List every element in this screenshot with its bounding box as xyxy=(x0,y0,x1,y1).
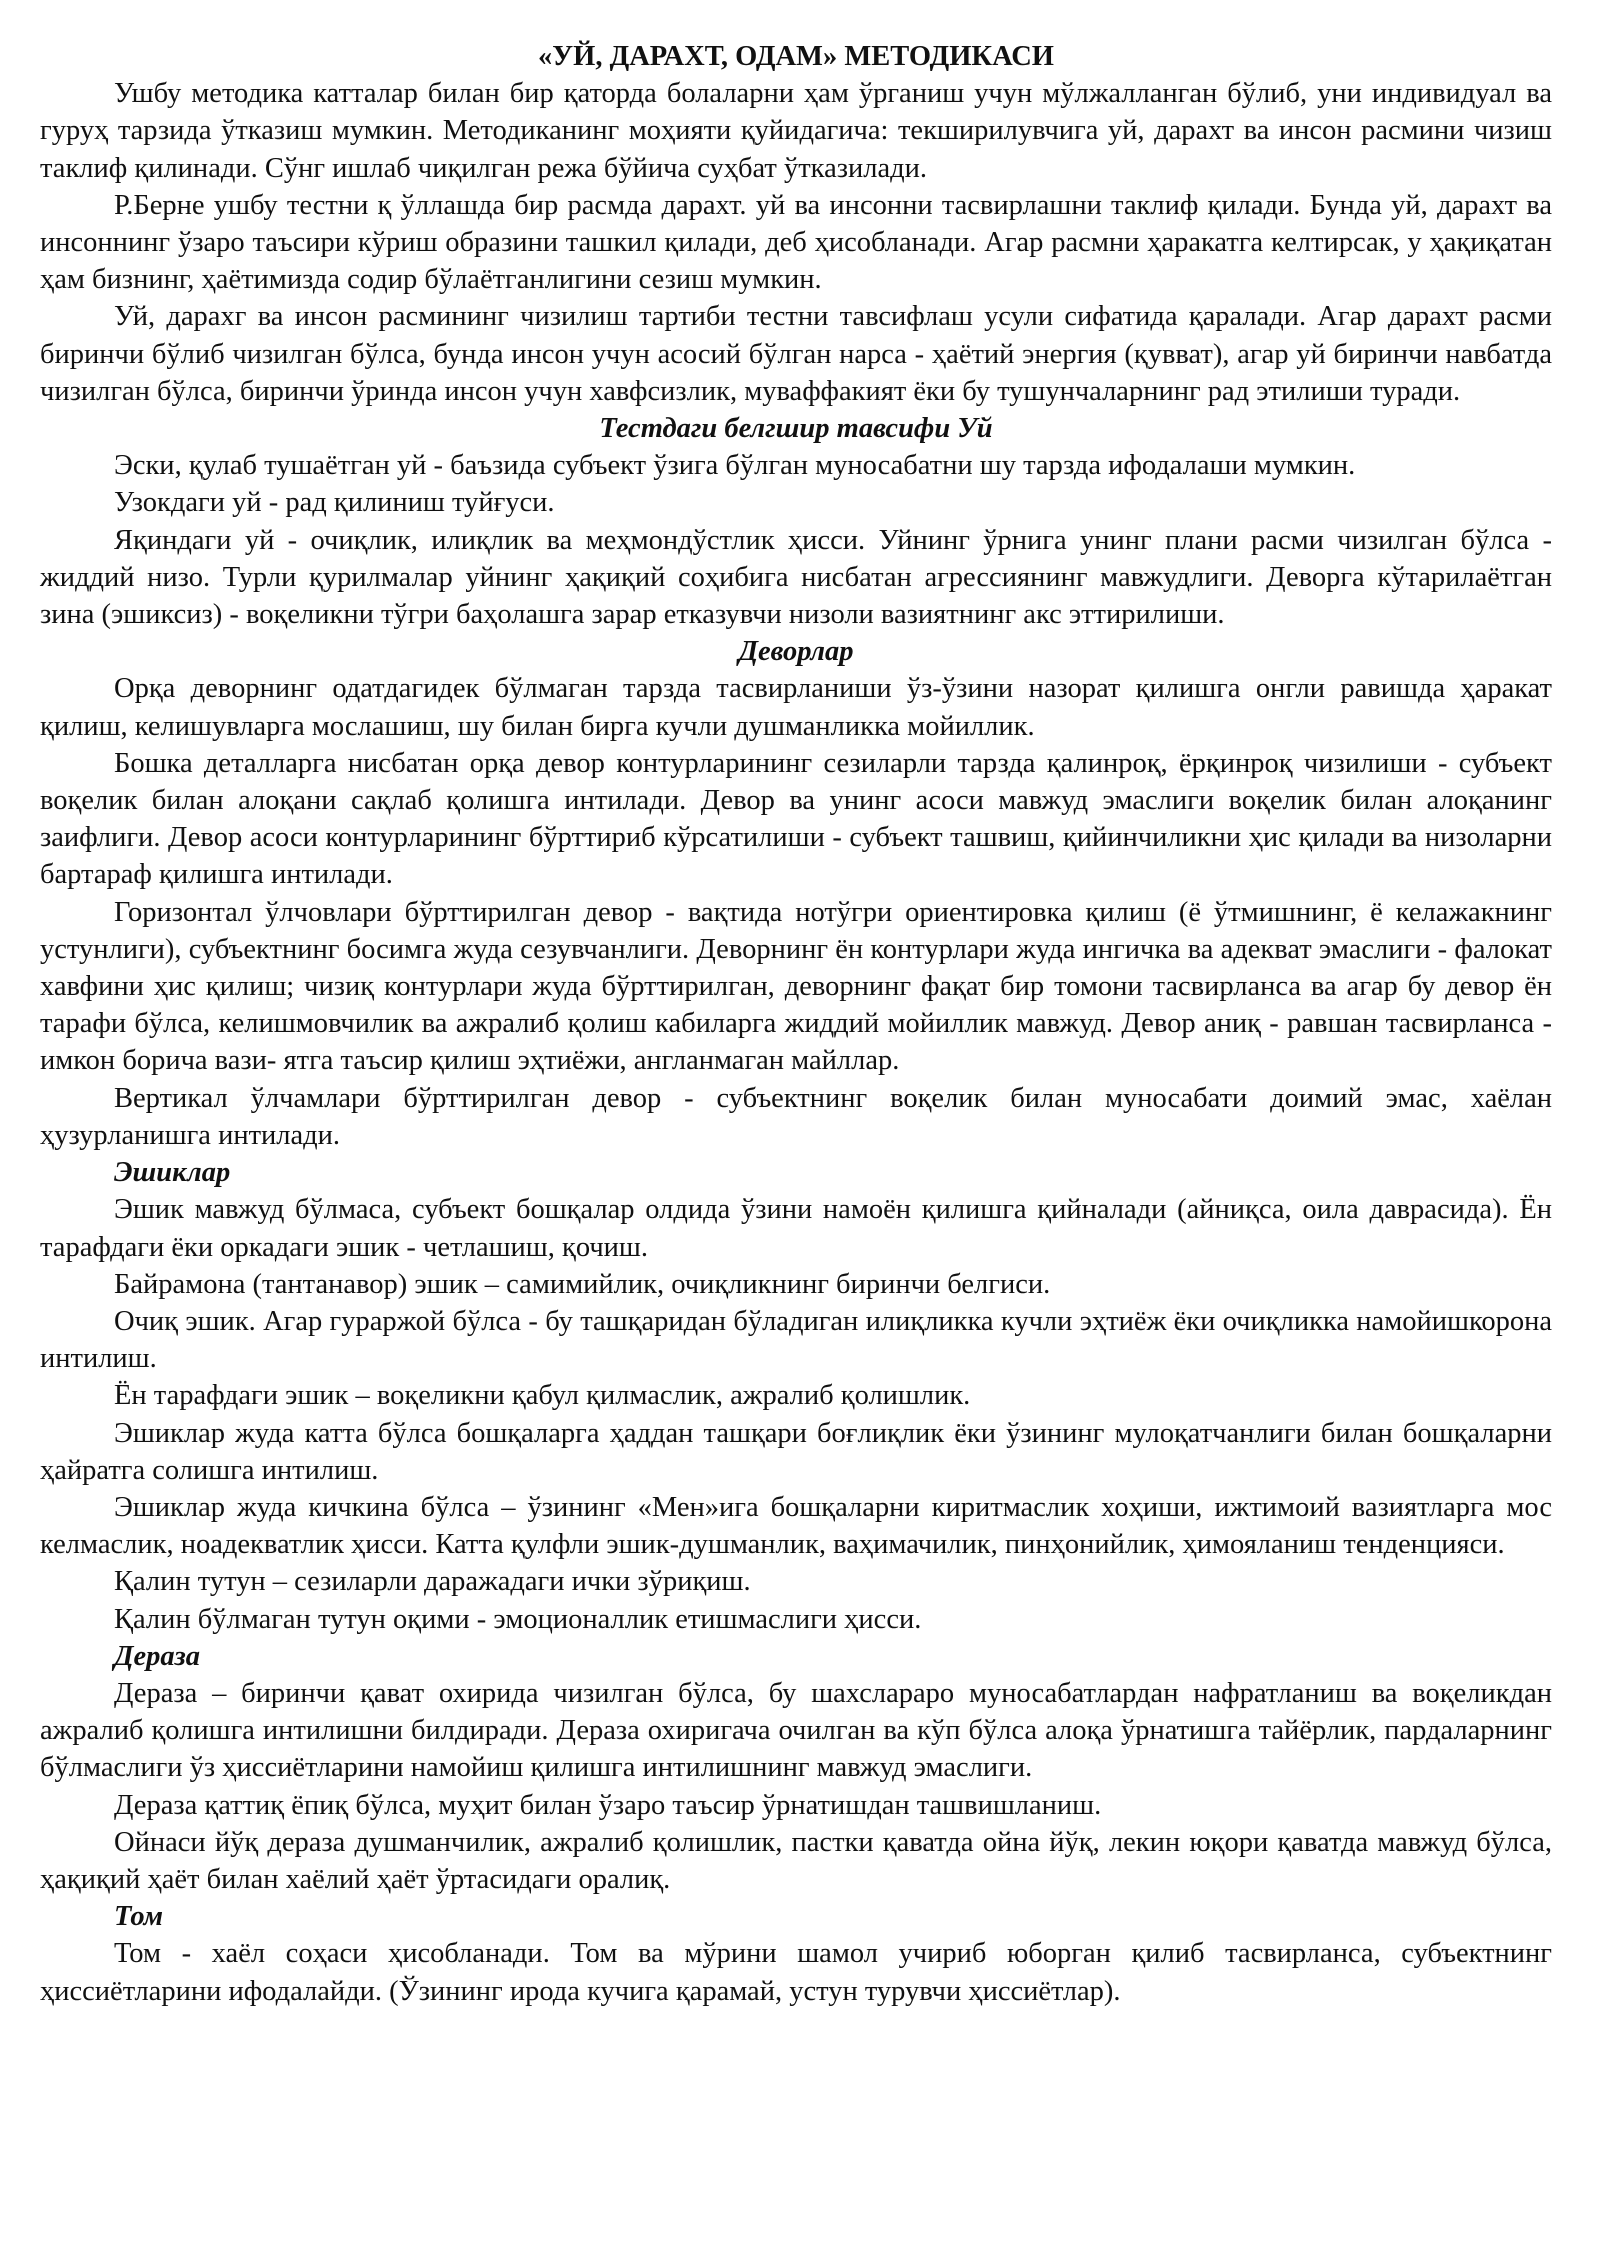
paragraph: Узокдаги уй - рад қилиниш туйғуси. xyxy=(114,487,555,519)
paragraph: Горизонтал ўлчовлари бўрттирилган девор - вақтида нотўгри ориентировка қилиш (ё ўтмишнинг, ё келажакнинг устунлиги), субъектнинг босимга жуда сезувчанлиги. Деворнинг ён контурлари жуда ингичка ва адекват эмаслиги - фалокат хавфини ҳис қилиш; чизиқ контурлари жуда бўрттирилган, деворнинг фақат бир томони тасвирланса ва агар бу девор ён тарафи бўлса, келишмовчилик ва ажралиб қолиш кабиларга жиддий мойиллик мавжуд. Девор аниқ - равшан тасвирланса - имкон борича вази- ятга таъсир қилиш эҳтиёжи, англанмаган майллар. xyxy=(40,896,1552,1077)
paragraph: Дераза қаттиқ ёпиқ бўлса, муҳит билан ўзаро таъсир ўрнатишдан ташвишланиш. xyxy=(114,1789,1102,1821)
paragraph: Уй, дарахг ва инсон расмининг чизилиш тартиби тестни тавсифлаш усули сифатида қаралади. Агар дарахт расми биринчи бўлиб чизилган бўлса, бунда инсон учун асосий бўлган нарса - ҳаётий энергия (қувват), агар уй биринчи навбатда чизилган бўлса, биринчи ўринда инсон учун хавфсизлик, муваффакият ёки бу тушунчаларнинг рад этилиши туради. xyxy=(40,301,1552,407)
paragraph: Том - хаёл соҳаси ҳисобланади. Том ва мўрини шамол учириб юборган қилиб тасвирланса, субъектнинг ҳиссиётларини ифодалайди. (Ўзининг ирода кучига қарамай, устун турувчи ҳиссиётлар). xyxy=(40,1938,1552,2007)
roof-section xyxy=(40,1898,1552,2010)
paragraph: Эшик мавжуд бўлмаса, субъект бошқалар олдида ўзини намоён қилишга қийналади (айниқса, оила даврасида). Ён тарафдаги ёки оркадаги эшик - четлашиш, қочиш. xyxy=(40,1194,1552,1263)
paragraph: Байрамона (тантанавор) эшик – самимийлик, очиқликнинг биринчи белгиси. xyxy=(114,1268,1051,1300)
paragraph: Очиқ эшик. Агар гураржой бўлса - бу ташқаридан бўладиган илиқликка кучли эҳтиёж ёки очиқликка намойишкорона интилиш. xyxy=(40,1305,1552,1375)
section-heading-roof: Том xyxy=(114,1901,164,1933)
walls-section xyxy=(40,633,1552,1154)
paragraph: Бошка деталларга нисбатан орқа девор контурларининг сезиларли тарзда қалинроқ, ёрқинроқ чизилиши - субъект воқелик билан алоқани сақлаб қолишга интилади. Девор ва унинг асоси мавжуд эмаслиги воқелик билан алоқанинг заифлиги. Девор асоси контурларининг бўрттириб кўрсатилиши - субъект ташвиш, қийинчиликни ҳис қилади ва низоларни бартараф қилишга интилади. xyxy=(40,747,1552,891)
paragraph: Ойнаси йўқ дераза душманчилик, ажралиб қолишлик, пастки қаватда ойна йўқ, лекин юқори қаватда мавжуд бўлса, ҳақиқий ҳаёт билан хаёлий ҳаёт ўртасидаги оралиқ. xyxy=(40,1826,1552,1895)
doors-section xyxy=(40,1154,1552,1638)
window-section xyxy=(40,1638,1552,1898)
paragraph: Орқа деворнинг одатдагидек бўлмаган тарзда тасвирланиши ўз-ўзини назорат қилишга онгли равишда ҳаракат қилиш, келишувларга мослашиш, шу билан бирга кучли душманликка мойиллик. xyxy=(40,673,1552,742)
paragraph: Эски, қулаб тушаётган уй - баъзида субъект ўзига бўлган муносабатни шу тарзда ифодалаши мумкин. xyxy=(114,450,1356,482)
paragraph: Эшиклар жуда катта бўлса бошқаларга ҳаддан ташқари боғлиқлик ёки ўзининг мулоқатчанлиги билан бошқаларни ҳайратга солишга интилиш. xyxy=(40,1417,1552,1486)
section-heading-window: Дераза xyxy=(114,1640,200,1672)
paragraph: Вертикал ўлчамлари бўрттирилган девор - субъектнинг воқелик билан муносабати доимий эмас, хаёлан ҳузурланишга интилади. xyxy=(40,1082,1552,1151)
paragraph: Эшиклар жуда кичкина бўлса – ўзининг «Мен»ига бошқаларни киритмаслик хоҳиши, ижтимоий вазиятларга мос келмаслик, ноадекватлик ҳисси. Катта қулфли эшик-душманлик, ваҳимачилик, пинҳонийлик, ҳимояланиш тенденцияси. xyxy=(40,1491,1552,1561)
document-title: «УЙ, ДАРАХТ, ОДАМ» МЕТОДИКАСИ xyxy=(538,41,1054,72)
paragraph: Ён тарафдаги эшик – воқеликни қабул қилмаслик, ажралиб қолишлик. xyxy=(114,1380,971,1412)
house-section xyxy=(40,410,1552,633)
section-heading-house: Тестдаги белгшир тавсифи Уй xyxy=(599,413,993,445)
intro-section xyxy=(40,75,1552,410)
paragraph: Қалин тутун – сезиларли даражадаги ички зўриқиш. xyxy=(114,1566,751,1598)
section-heading-walls: Деворлар xyxy=(738,636,854,668)
paragraph: Қалин бўлмаган тутун оқими - эмоционаллик етишмаслиги ҳисси. xyxy=(114,1603,922,1635)
paragraph: Ушбу методика катталар билан бир қаторда болаларни ҳам ўрганиш учун мўлжалланган бўлиб, уни индивидуал ва гуруҳ тарзида ўтказиш мумкин. Методиканинг моҳияти қуйидагича: текширилувчига уй, дарахт ва инсон расмини чизиш таклиф қилинади. Сўнг ишлаб чиқилган режа бўйича суҳбат ўтказилади. xyxy=(40,78,1552,184)
paragraph: Яқиндаги уй - очиқлик, илиқлик ва меҳмондўстлик ҳисси. Уйнинг ўрнига унинг плани расми чизилган бўлса - жиддий низо. Турли қурилмалар уйнинг ҳақиқий соҳибига нисбатан агрессиянинг мавжудлиги. Деворга кўтарилаётган зина (эшиксиз) - воқеликни тўгри баҳолашга зарар етказувчи низоли вазиятнинг акс эттирилиши. xyxy=(40,524,1552,631)
paragraph: Р.Берне ушбу тестни қ ўллашда бир расмда дарахт. уй ва инсонни тасвирлашни таклиф қилади. Бунда уй, дарахт ва инсоннинг ўзаро таъсири кўриш образини ташкил қилади, деб ҳисобланади. Агар расмни ҳаракатга келтирсак, у ҳақиқатан ҳам бизнинг, ҳаётимизда содир бўлаётганлигини сезиш мумкин. xyxy=(40,189,1552,296)
paragraph: Дераза – биринчи қават охирида чизилган бўлса, бу шахслараро муносабатлардан нафратланиш ва воқеликдан ажралиб қолишга интилишни билдиради. Дераза охиригача очилган ва кўп бўлса алоқа ўрнатишга тайёрлик, пардаларнинг бўлмаслиги ўз ҳиссиётларини намойиш қилишга интилишнинг мавжуд эмаслиги. xyxy=(40,1677,1552,1784)
section-heading-doors: Эшиклар xyxy=(114,1157,231,1189)
